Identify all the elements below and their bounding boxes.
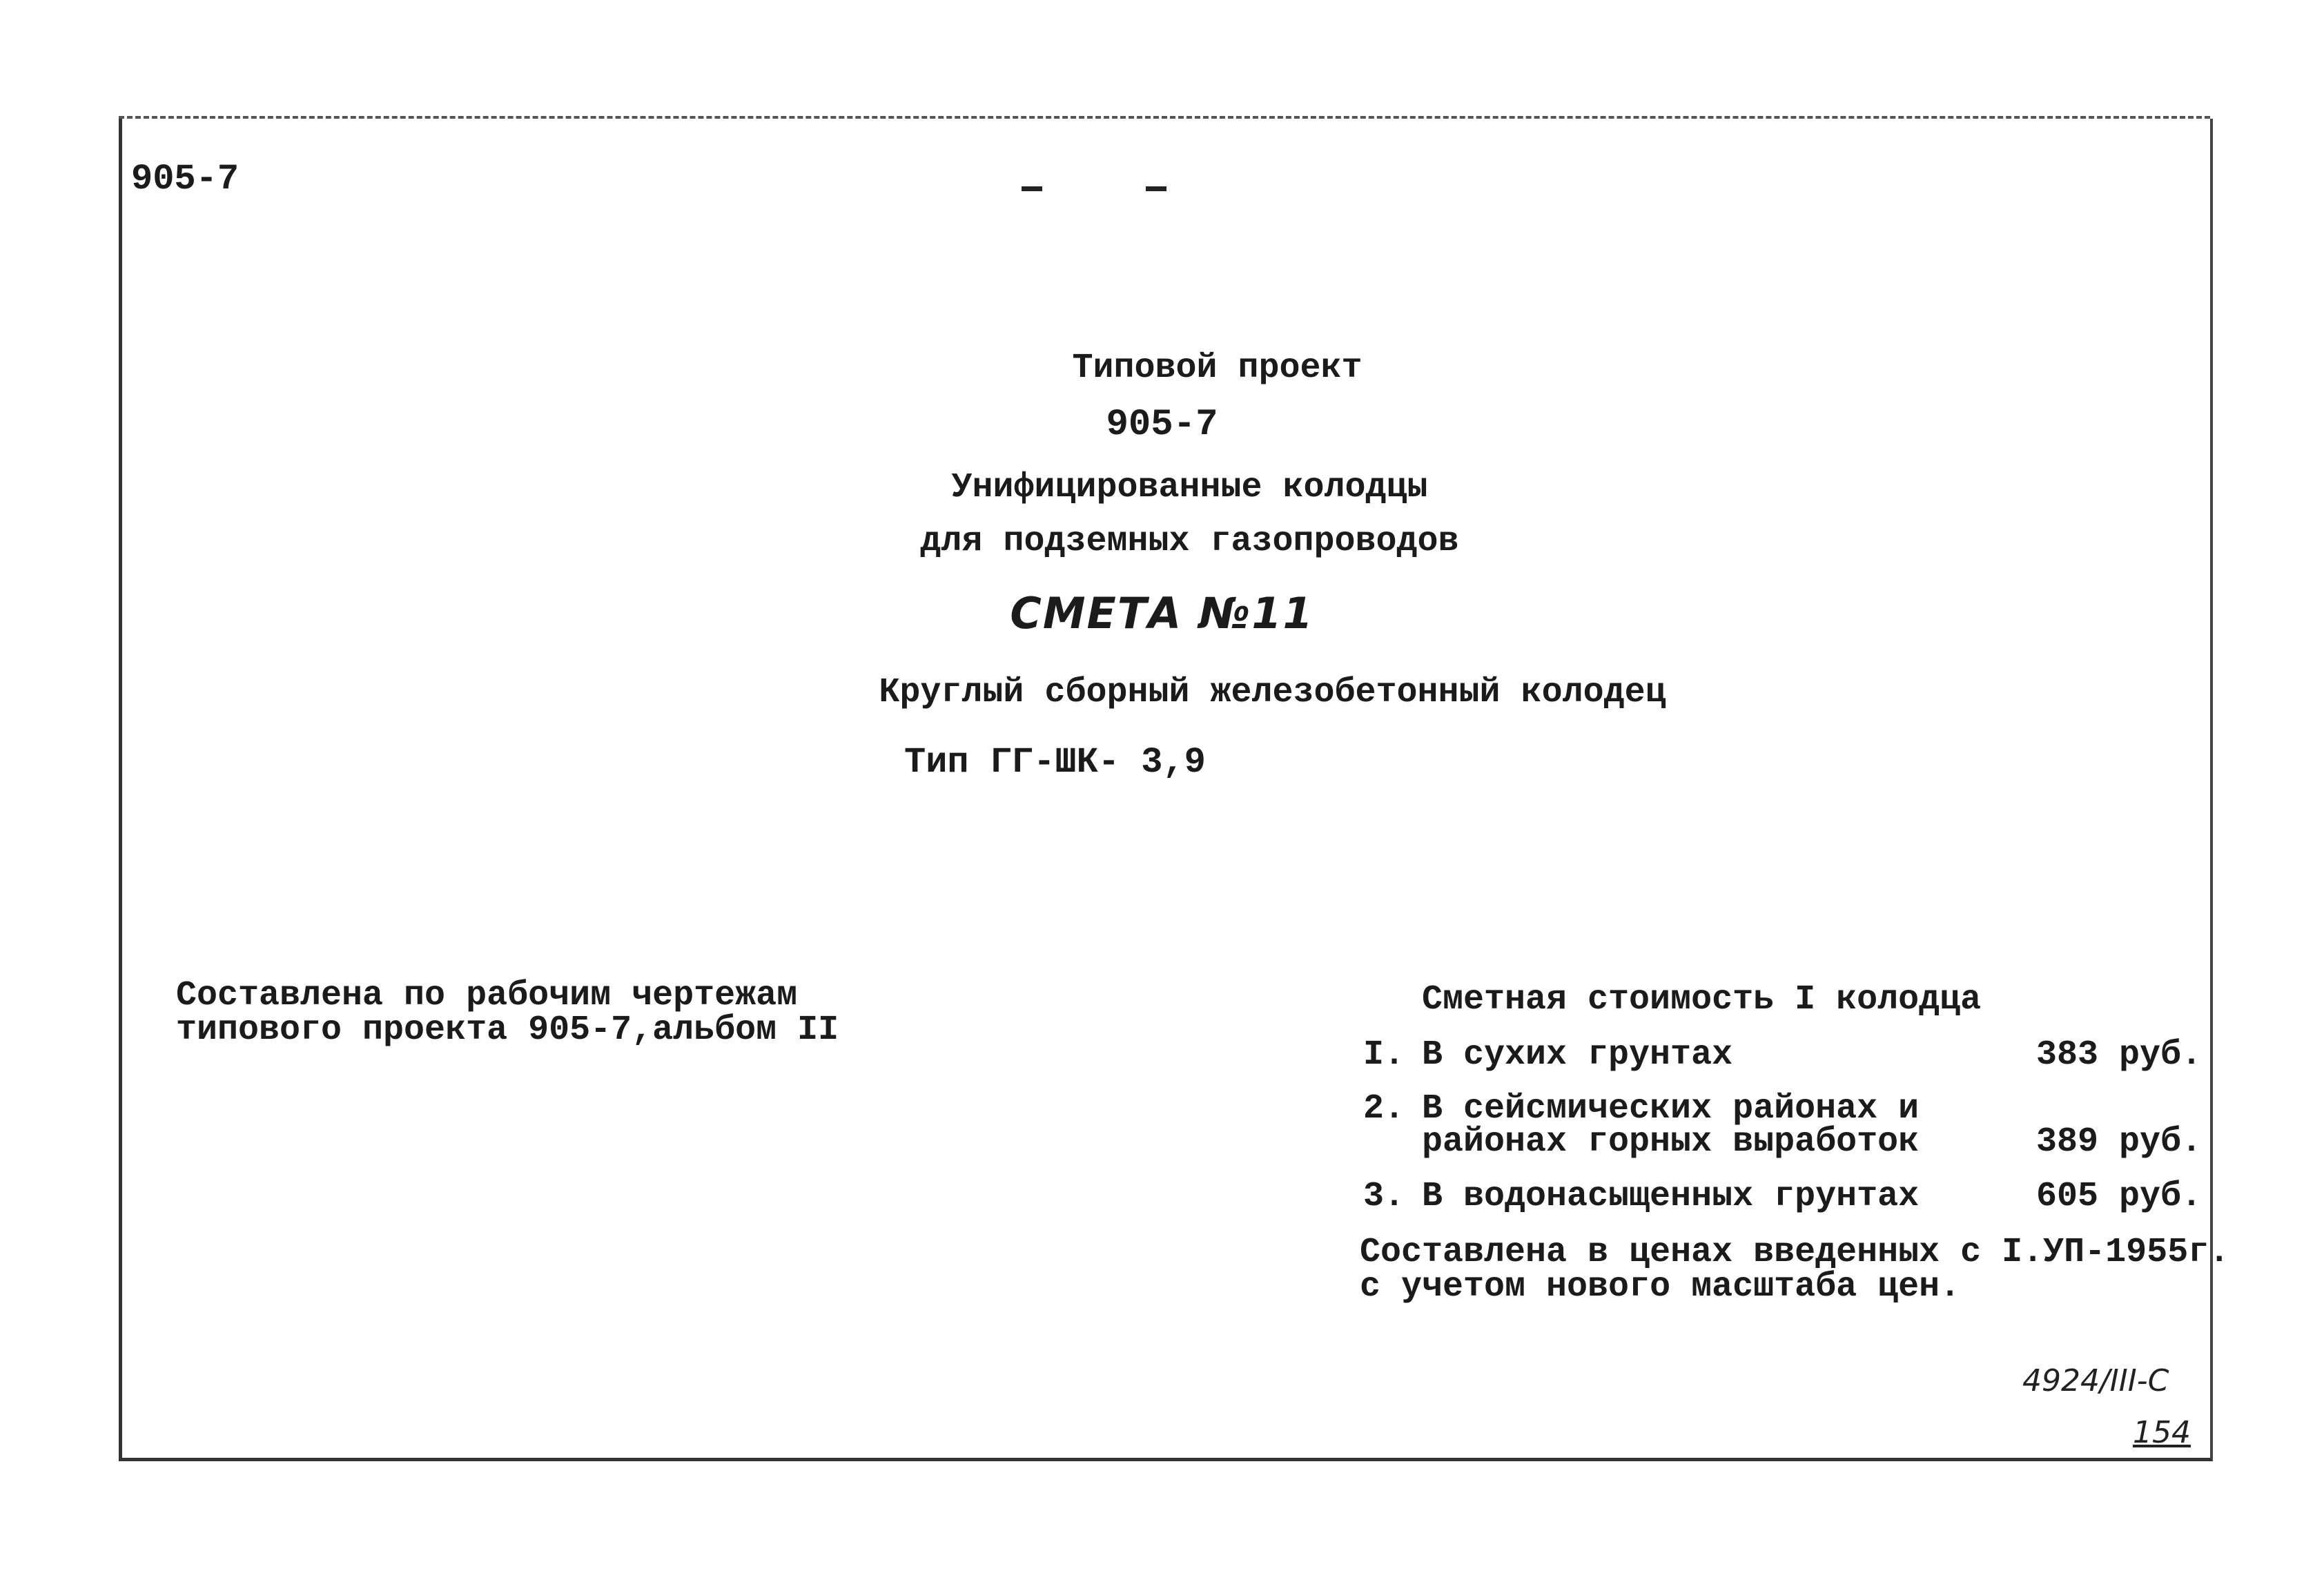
header-title: Типовой проект [1072, 349, 1363, 388]
type-line: Тип ГГ-ШК- 3,9 [904, 742, 1206, 783]
header-subtitle-2: для подземных газопроводов [920, 522, 1459, 561]
cost-row-text: В водонасыщенных грунтах [1422, 1177, 1920, 1216]
cost-row-number: I. [1363, 1035, 1405, 1075]
cost-title: Сметная стоимость I колодца [1422, 980, 1982, 1019]
cost-row-text: В сейсмических районах и [1422, 1089, 1920, 1129]
source-note-line: типового проекта 905-7,альбом II [176, 1011, 839, 1050]
price-basis-line: с учетом нового масштаба цен. [1360, 1267, 1961, 1307]
estimate-title: СМЕТА №11 [1010, 588, 1314, 638]
archive-stamp-number: 4924/III-С [2022, 1363, 2169, 1398]
document-code: 905-7 [131, 159, 240, 199]
source-note-line: Составлена по рабочим чертежам [176, 976, 798, 1015]
header-subtitle: Унифицированные колодцы [951, 468, 1428, 507]
top-dash-mark [1146, 186, 1166, 191]
cost-row-text: В сухих грунтах [1422, 1035, 1733, 1075]
archive-sheet-number: 154 [2133, 1415, 2191, 1450]
cost-row-price: 383 руб. [2036, 1035, 2203, 1075]
header-project-number: 905-7 [1106, 404, 1218, 446]
cost-row-number: 3. [1363, 1177, 1405, 1216]
price-basis-line: Составлена в ценах введенных с I.УП-1955г. [1360, 1233, 2230, 1272]
source-note [176, 976, 839, 1050]
top-dash-mark [1022, 186, 1042, 191]
subject-line: Круглый сборный железобетонный колодец [879, 673, 1666, 712]
cost-row-number: 2. [1363, 1089, 1405, 1129]
cost-row-text-continued: районах горных выработок [1422, 1122, 1920, 1162]
price-basis-note [1360, 1233, 2230, 1307]
cost-row-price: 389 руб. [2036, 1122, 2203, 1162]
cost-row-price: 605 руб. [2036, 1177, 2203, 1216]
